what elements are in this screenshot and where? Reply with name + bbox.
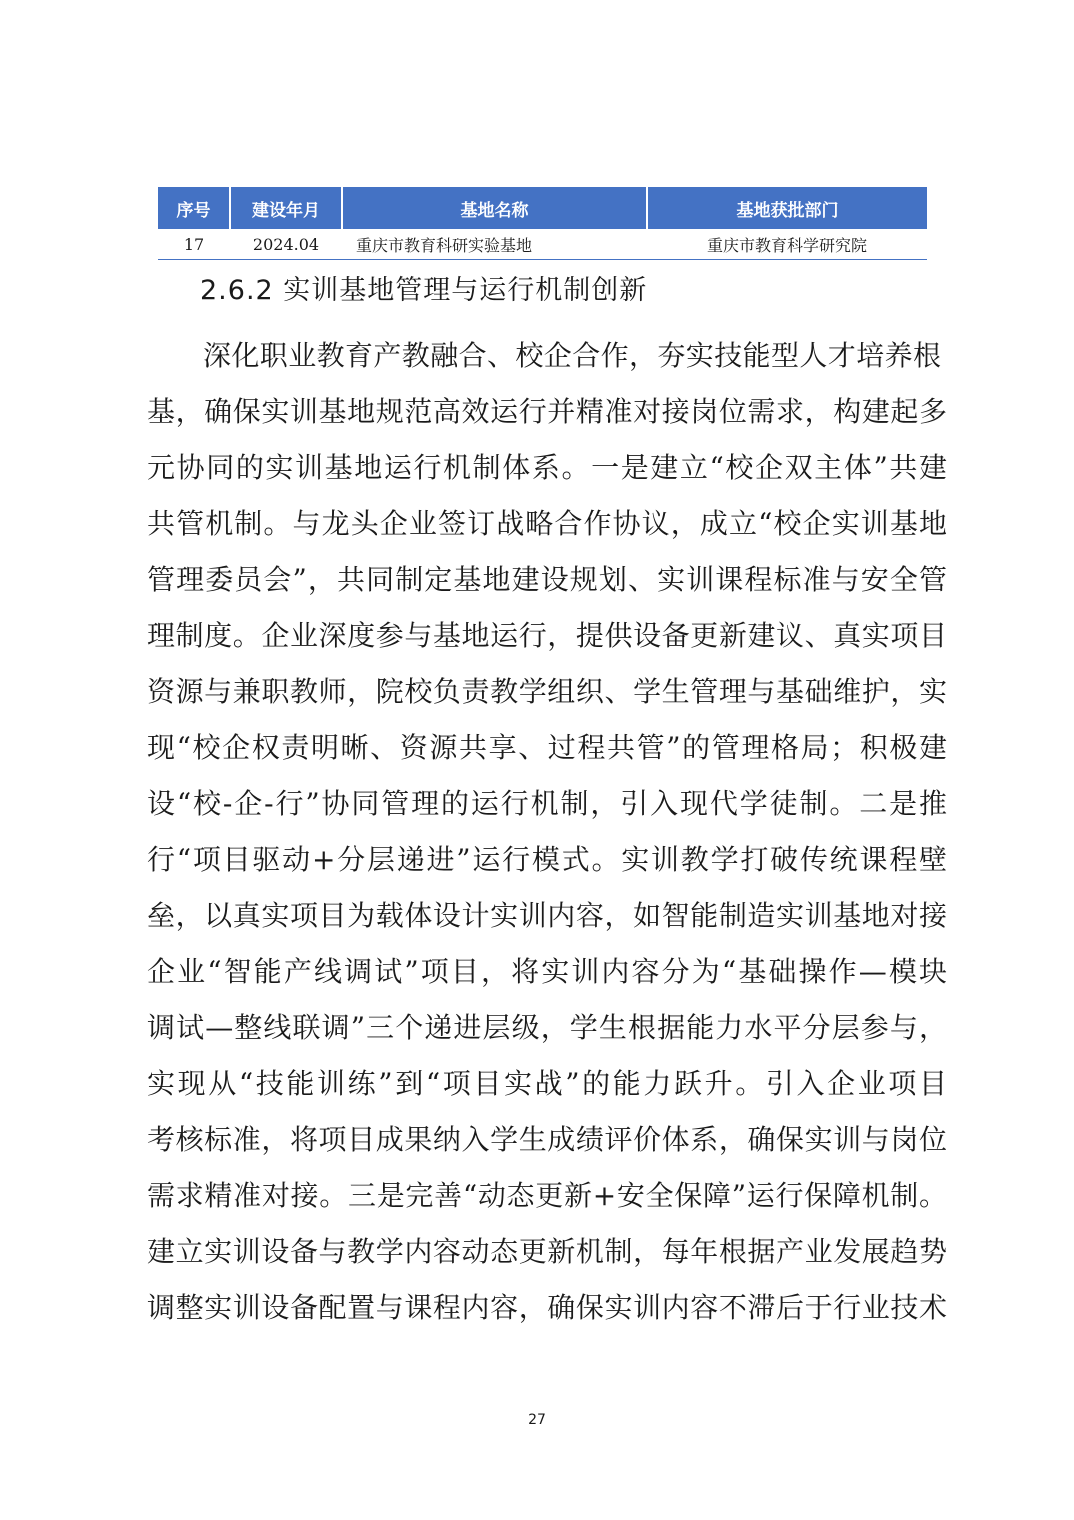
cell-date: 2024.04 xyxy=(230,229,342,260)
training-base-table xyxy=(158,187,927,260)
cell-seq: 17 xyxy=(158,229,230,260)
paragraph-line: 共管机制。与龙头企业签订战略合作协议，成立“校企实训基地 xyxy=(147,507,947,540)
paragraph-line: 设“校-企-行”协同管理的运行机制，引入现代学徒制。二是推 xyxy=(147,787,947,820)
paragraph-line: 调试—整线联调”三个递进层级，学生根据能力水平分层参与， xyxy=(147,1011,947,1044)
paragraph-line: 理制度。企业深度参与基地运行，提供设备更新建议、真实项目 xyxy=(147,619,947,652)
paragraph-line: 管理委员会”，共同制定基地建设规划、实训课程标准与安全管 xyxy=(147,563,947,596)
header-approval-dept: 基地获批部门 xyxy=(647,187,927,229)
paragraph-line: 行“项目驱动+分层递进”运行模式。实训教学打破传统课程壁 xyxy=(147,843,947,876)
paragraph-line: 考核标准，将项目成果纳入学生成绩评价体系，确保实训与岗位 xyxy=(147,1123,947,1156)
paragraph-line: 建立实训设备与教学内容动态更新机制，每年根据产业发展趋势 xyxy=(147,1235,947,1268)
paragraph-line: 企业“智能产线调试”项目，将实训内容分为“基础操作—模块 xyxy=(147,955,947,988)
header-base-name: 基地名称 xyxy=(342,187,647,229)
table-row xyxy=(158,229,927,260)
cell-approval-dept: 重庆市教育科学研究院 xyxy=(647,229,927,260)
section-heading: 2.6.2 实训基地管理与运行机制创新 xyxy=(200,275,648,306)
paragraph-line: 调整实训设备配置与课程内容，确保实训内容不滞后于行业技术 xyxy=(147,1291,947,1324)
paragraph-line: 实现从“技能训练”到“项目实战”的能力跃升。引入企业项目 xyxy=(147,1067,947,1100)
paragraph-line: 垒，以真实项目为载体设计实训内容，如智能制造实训基地对接 xyxy=(147,899,947,932)
header-date: 建设年月 xyxy=(230,187,342,229)
table-header-row xyxy=(158,187,927,229)
paragraph-line: 需求精准对接。三是完善“动态更新+安全保障”运行保障机制。 xyxy=(147,1179,947,1212)
paragraph-line: 基，确保实训基地规范高效运行并精准对接岗位需求，构建起多 xyxy=(147,395,947,428)
page-number: 27 xyxy=(528,1412,546,1428)
header-seq: 序号 xyxy=(158,187,230,229)
cell-base-name: 重庆市教育科研实验基地 xyxy=(342,229,647,260)
paragraph-line: 元协同的实训基地运行机制体系。一是建立“校企双主体”共建 xyxy=(147,451,947,484)
paragraph-line: 现“校企权责明晰、资源共享、过程共管”的管理格局；积极建 xyxy=(147,731,947,764)
paragraph-line: 深化职业教育产教融合、校企合作，夯实技能型人才培养根 xyxy=(203,339,941,372)
paragraph-line: 资源与兼职教师，院校负责教学组织、学生管理与基础维护，实 xyxy=(147,675,947,708)
